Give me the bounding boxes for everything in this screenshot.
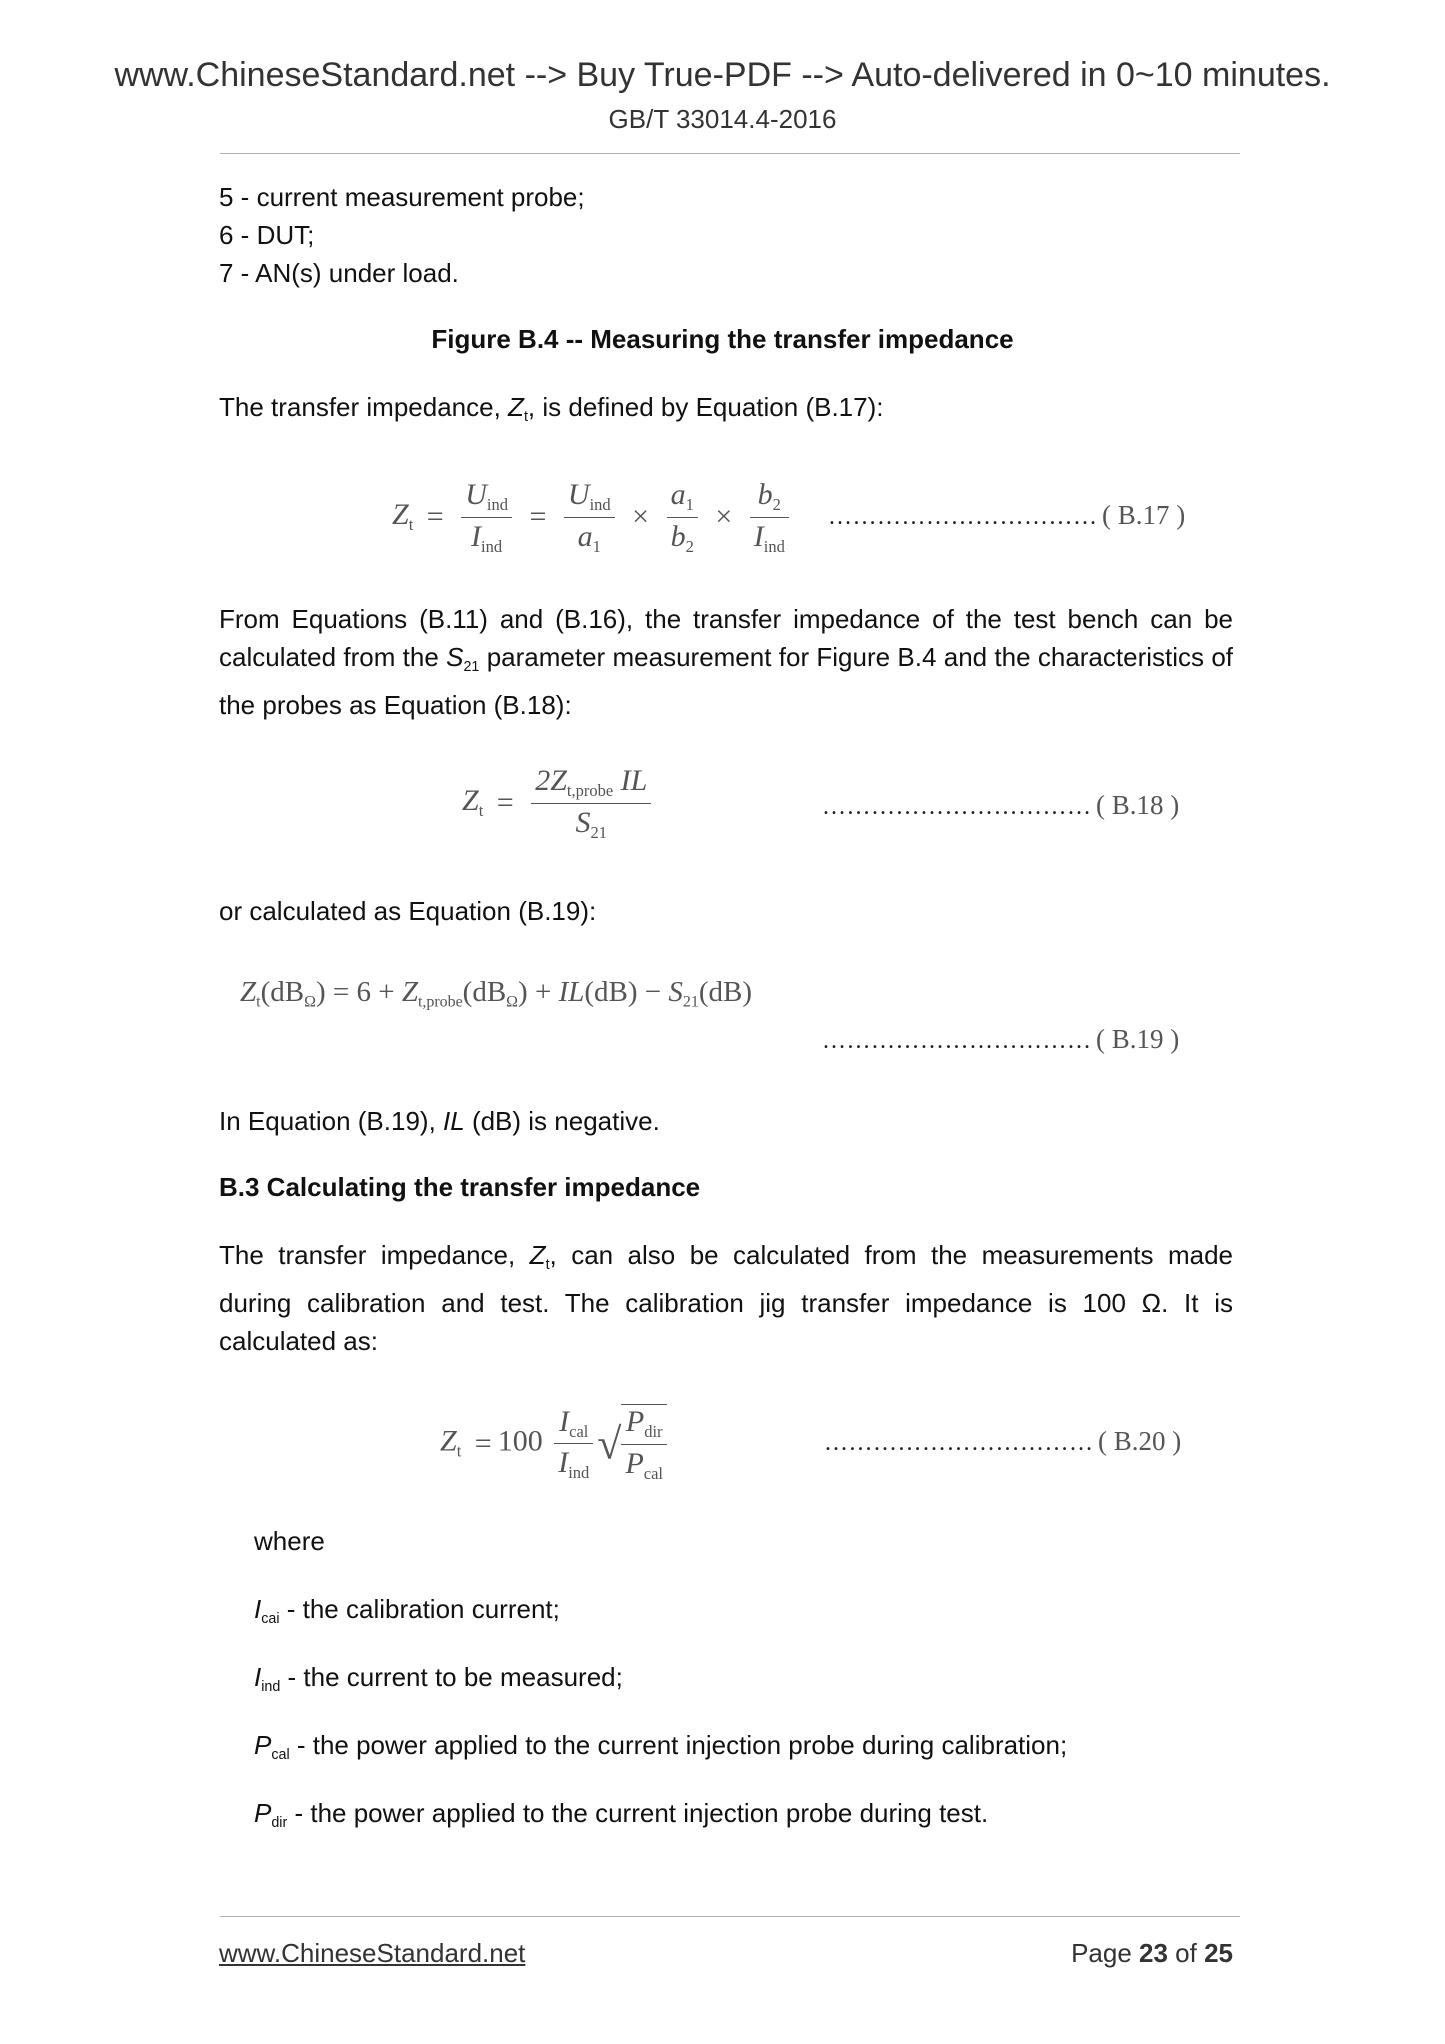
legend-item: 5 - current measurement probe; bbox=[219, 182, 585, 212]
text: - the power applied to the current injection probe during test. bbox=[287, 1798, 989, 1828]
paren: ) bbox=[315, 976, 326, 1008]
denominator: b bbox=[670, 519, 686, 553]
definition-item bbox=[254, 1590, 560, 1638]
numerator: b bbox=[757, 478, 773, 511]
subscript: cal bbox=[271, 1747, 290, 1763]
denominator: I bbox=[471, 519, 482, 553]
leader-dots: …………………………… bbox=[822, 794, 1092, 820]
subscript: 21 bbox=[590, 822, 608, 842]
header-banner[interactable]: www.ChineseStandard.net --> Buy True-PDF --> Auto-delivered in 0~10 minutes. bbox=[114, 56, 1331, 94]
page-prefix: Page bbox=[1071, 1938, 1140, 1968]
section-heading: B.3 Calculating the transfer impedance bbox=[219, 1172, 701, 1202]
equation-label: ( B.17 ) bbox=[1101, 500, 1186, 530]
equation-b20 bbox=[440, 1404, 671, 1484]
equals-sign: = bbox=[529, 500, 547, 534]
paragraph-calc-from-s21 bbox=[219, 600, 1233, 724]
symbol: Z bbox=[529, 1240, 546, 1270]
symbol: S bbox=[446, 642, 464, 672]
equals-sign: = bbox=[426, 500, 444, 534]
denominator: S bbox=[575, 805, 591, 839]
eq-subscript: t bbox=[256, 993, 261, 1011]
subscript: ind bbox=[589, 494, 611, 514]
leader-dots: …………………………… bbox=[828, 504, 1098, 530]
subscript: t bbox=[545, 1257, 550, 1273]
eq-subscript: 21 bbox=[682, 993, 699, 1011]
subscript: cal bbox=[569, 1421, 589, 1441]
eq-operator: − bbox=[644, 976, 669, 1008]
page-of: of bbox=[1167, 1938, 1205, 1968]
standard-number: GB/T 33014.4-2016 bbox=[608, 104, 837, 134]
equation-number-b18 bbox=[822, 790, 1179, 821]
eq-symbol: IL bbox=[558, 976, 585, 1008]
fraction bbox=[621, 1404, 667, 1484]
unit-subscript: Ω bbox=[506, 993, 519, 1011]
footer-divider bbox=[220, 1916, 1240, 1917]
symbol: Z bbox=[508, 392, 524, 422]
equation-number-b19 bbox=[822, 1024, 1179, 1055]
legend-item: 6 - DUT; bbox=[219, 220, 315, 250]
equals-sign: = bbox=[474, 1426, 492, 1460]
equation-b19 bbox=[240, 976, 752, 1012]
eq-subscript: t bbox=[478, 800, 484, 820]
figure-caption: Figure B.4 -- Measuring the transfer impedance bbox=[431, 324, 1014, 354]
times-sign: × bbox=[715, 500, 733, 534]
leader-dots: …………………………… bbox=[824, 1430, 1094, 1456]
definition-item bbox=[254, 1658, 623, 1706]
page-indicator bbox=[1071, 1938, 1233, 1969]
eq-operator: + bbox=[534, 976, 559, 1008]
eq-subscript: t bbox=[456, 1441, 462, 1461]
page-number: 23 bbox=[1139, 1938, 1168, 1968]
symbol: P bbox=[254, 1798, 272, 1828]
numerator-tail: IL bbox=[613, 764, 648, 797]
paragraph-calibration bbox=[219, 1236, 1233, 1360]
numerator: a bbox=[670, 478, 686, 511]
denominator: I bbox=[753, 519, 764, 553]
header-divider bbox=[220, 153, 1240, 154]
text: The transfer impedance, bbox=[219, 392, 509, 422]
text: , is defined by Equation (B.17): bbox=[527, 392, 884, 422]
leader-dots: …………………………… bbox=[822, 1028, 1092, 1054]
text: , can also be calculated from the measurements made during calibration and test. The calibration jig transfer impedance is 100 Ω. It is calculated as: bbox=[219, 1240, 1233, 1356]
eq-symbol: Z bbox=[462, 784, 479, 818]
fraction bbox=[461, 478, 512, 557]
subscript: t bbox=[523, 409, 528, 425]
equals-sign: = bbox=[496, 786, 514, 820]
paren: ) bbox=[518, 976, 528, 1008]
subscript: 1 bbox=[592, 536, 601, 556]
subscript: 2 bbox=[772, 494, 781, 514]
eq-subscript: t,probe bbox=[417, 993, 463, 1011]
definition-item bbox=[254, 1794, 988, 1842]
subscript: dir bbox=[271, 1815, 288, 1831]
denominator: a bbox=[577, 519, 593, 553]
symbol: P bbox=[254, 1730, 272, 1760]
numerator: I bbox=[559, 1404, 570, 1438]
fraction bbox=[750, 478, 789, 557]
fraction bbox=[531, 764, 651, 843]
text: - the current to be measured; bbox=[280, 1662, 623, 1692]
text: (dB) is negative. bbox=[464, 1106, 660, 1136]
paragraph-or-calculated: or calculated as Equation (B.19): bbox=[219, 896, 597, 926]
fraction bbox=[554, 1405, 593, 1484]
subscript: cai bbox=[261, 1611, 280, 1627]
text: - the power applied to the current injection probe during calibration; bbox=[289, 1730, 1068, 1760]
unit: (dB bbox=[462, 976, 507, 1008]
unit-subscript: Ω bbox=[304, 993, 316, 1011]
paragraph-il-negative bbox=[219, 1102, 660, 1140]
eq-operator: = 6 + bbox=[332, 976, 402, 1008]
subscript: 21 bbox=[463, 659, 480, 675]
denominator: I bbox=[558, 1446, 569, 1480]
eq-symbol: Z bbox=[240, 976, 257, 1008]
page-total: 25 bbox=[1204, 1938, 1233, 1968]
equation-label: ( B.18 ) bbox=[1095, 790, 1180, 820]
sqrt-sign: √ bbox=[597, 1419, 622, 1469]
subscript: ind bbox=[486, 494, 508, 514]
unit: (dB) bbox=[584, 976, 638, 1008]
subscript: cal bbox=[643, 1463, 664, 1483]
subscript: 1 bbox=[685, 494, 694, 514]
eq-symbol: Z bbox=[392, 498, 409, 532]
text: The transfer impedance, bbox=[219, 1240, 530, 1270]
text: In Equation (B.19), bbox=[219, 1106, 444, 1136]
numerator: P bbox=[625, 1405, 645, 1438]
eq-symbol: Z bbox=[401, 976, 418, 1008]
eq-subscript: t bbox=[408, 514, 414, 534]
subscript: ind bbox=[763, 536, 785, 556]
numerator: 2Z bbox=[535, 764, 567, 797]
fraction bbox=[667, 478, 698, 557]
definition-item bbox=[254, 1726, 1067, 1774]
subscript: 2 bbox=[685, 536, 694, 556]
denominator: P bbox=[625, 1446, 644, 1480]
unit: (dB bbox=[260, 976, 305, 1008]
symbol: I bbox=[254, 1594, 262, 1624]
numerator: U bbox=[465, 478, 487, 511]
times-sign: × bbox=[632, 500, 650, 534]
coefficient: 100 bbox=[497, 1424, 543, 1458]
subscript: t,probe bbox=[566, 780, 614, 800]
subscript: ind bbox=[481, 536, 503, 556]
equation-b18 bbox=[462, 764, 655, 843]
legend-item: 7 - AN(s) under load. bbox=[219, 258, 459, 288]
subscript: ind bbox=[261, 1679, 281, 1695]
paragraph-transfer-impedance-def bbox=[219, 388, 883, 436]
numerator: U bbox=[567, 478, 590, 511]
subscript: ind bbox=[568, 1463, 590, 1483]
equation-label: ( B.20 ) bbox=[1097, 1426, 1182, 1456]
symbol: IL bbox=[443, 1106, 465, 1136]
footer-site-link[interactable]: www.ChineseStandard.net bbox=[219, 1938, 526, 1968]
eq-symbol: S bbox=[668, 976, 683, 1008]
text: - the calibration current; bbox=[279, 1594, 560, 1624]
text: From Equations (B.11) and (B.16), the transfer impedance of the test bench can be calculated from the bbox=[219, 604, 1233, 672]
equation-b17 bbox=[392, 478, 793, 557]
equation-label: ( B.19 ) bbox=[1095, 1024, 1180, 1054]
equation-number-b17 bbox=[828, 500, 1185, 531]
eq-symbol: Z bbox=[440, 1424, 457, 1458]
symbol: I bbox=[254, 1662, 262, 1692]
subscript: dir bbox=[644, 1421, 663, 1441]
equation-number-b20 bbox=[824, 1426, 1181, 1457]
unit: (dB) bbox=[698, 976, 752, 1008]
text: parameter measurement for Figure B.4 and the characteristics of the probes as Equation (B.18): bbox=[219, 642, 1234, 720]
where-label: where bbox=[254, 1526, 325, 1556]
fraction bbox=[564, 478, 615, 557]
